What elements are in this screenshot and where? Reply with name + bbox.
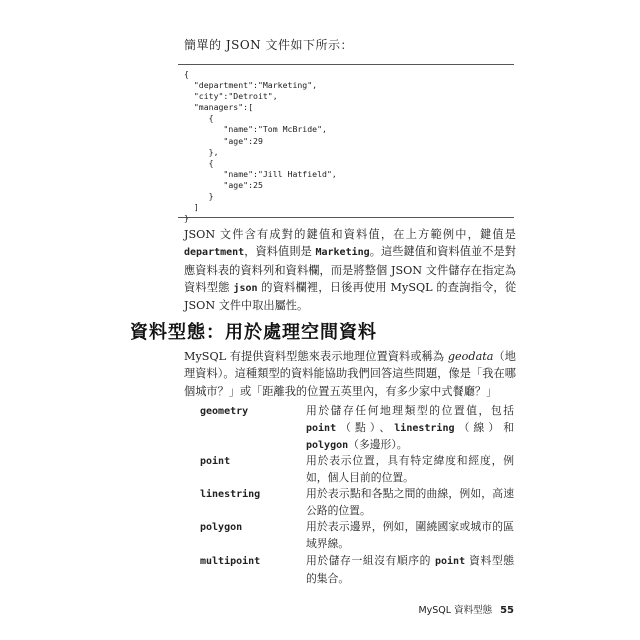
page-footer — [418, 602, 514, 616]
type-term: linestring — [200, 489, 261, 500]
paragraph-text: ，資料值則是 — [244, 245, 316, 259]
code-line: } — [184, 191, 214, 202]
chapter-title: MySQL 資料型態 — [418, 605, 493, 616]
desc-text: （點）、 — [336, 420, 395, 434]
paragraph-text: 。這些鍵值和資料值並不是對應資料表的資料列和資料欄，而是將整個 JSON 文件儲存在指定為資料型態 — [184, 245, 516, 294]
code-line: "managers":[ — [184, 102, 254, 113]
code-line: "city":"Detroit", — [184, 91, 278, 102]
desc-text: 用於儲存任何地理類型的位置值，包括 — [306, 404, 514, 417]
code-line: { — [184, 157, 214, 168]
code-line: ] — [184, 202, 199, 213]
code-line: { — [184, 113, 214, 124]
code-line: "age":25 — [184, 179, 263, 190]
intro-text: 簡單的 JSON 文件如下所示： — [184, 38, 353, 52]
code-line: } — [184, 213, 189, 224]
desc-text: （線）和 — [454, 420, 514, 434]
json-explanation-paragraph — [184, 226, 516, 314]
paragraph-text: JSON 文件含有成對的鍵值和資料值，在上方範例中，鍵值是 — [184, 228, 516, 241]
code-line: "name":"Tom McBride", — [184, 124, 327, 135]
inline-code: point — [435, 556, 466, 567]
code-line: { — [184, 69, 189, 79]
inline-code: json — [233, 282, 258, 294]
inline-code: linestring — [394, 422, 455, 434]
desc-text: 用於儲存一組沒有順序的 — [306, 554, 435, 567]
page-number: 55 — [500, 605, 514, 616]
paragraph-text: 的資料欄裡，日後再使用 MySQL 的查詢指令，從 JSON 文件中取出屬性。 — [184, 280, 517, 313]
type-term: point — [200, 456, 231, 467]
italic-term: geodata — [447, 350, 494, 363]
spatial-intro-paragraph — [184, 348, 516, 400]
json-code-block — [178, 64, 514, 224]
type-term: geometry — [200, 406, 249, 417]
json-code — [178, 65, 514, 224]
code-line: "department":"Marketing", — [184, 80, 318, 91]
type-description — [306, 486, 514, 519]
paragraph-text: （地理資料）。這種類型的資料能協助我們回答這些問題，像是「我在哪個城市？」或「距離我的位置五英里內，有多少家中式餐廳？」 — [184, 350, 516, 398]
desc-text: （多邊形）。 — [348, 438, 408, 451]
desc-text: 用於表示邊界，例如，圍繞國家或城市的區域界線。 — [306, 520, 514, 550]
code-line: }, — [184, 146, 219, 157]
type-description — [306, 403, 514, 455]
code-line: "age":29 — [184, 135, 263, 146]
inline-code: polygon — [306, 440, 349, 451]
type-description — [306, 519, 514, 552]
desc-text: 資料型態的集合。 — [306, 554, 514, 585]
type-description — [306, 453, 514, 486]
code-line: "name":"Jill Hatfield", — [184, 168, 337, 179]
desc-text: 用於表示位置，具有特定緯度和經度，例如，個人目前的位置。 — [306, 454, 514, 484]
type-term: polygon — [200, 522, 243, 533]
inline-code: Marketing — [315, 247, 370, 259]
section-heading: 資料型態：用於處理空間資料 — [130, 322, 377, 343]
type-description — [306, 553, 514, 587]
type-term: multipoint — [200, 556, 261, 567]
desc-text: 用於表示點和各點之間的曲線，例如，高速公路的位置。 — [306, 487, 514, 517]
inline-code: point — [306, 422, 337, 434]
inline-code: department — [184, 247, 245, 259]
paragraph-text: MySQL 有提供資料型態來表示地理位置資料或稱為 — [184, 350, 448, 363]
